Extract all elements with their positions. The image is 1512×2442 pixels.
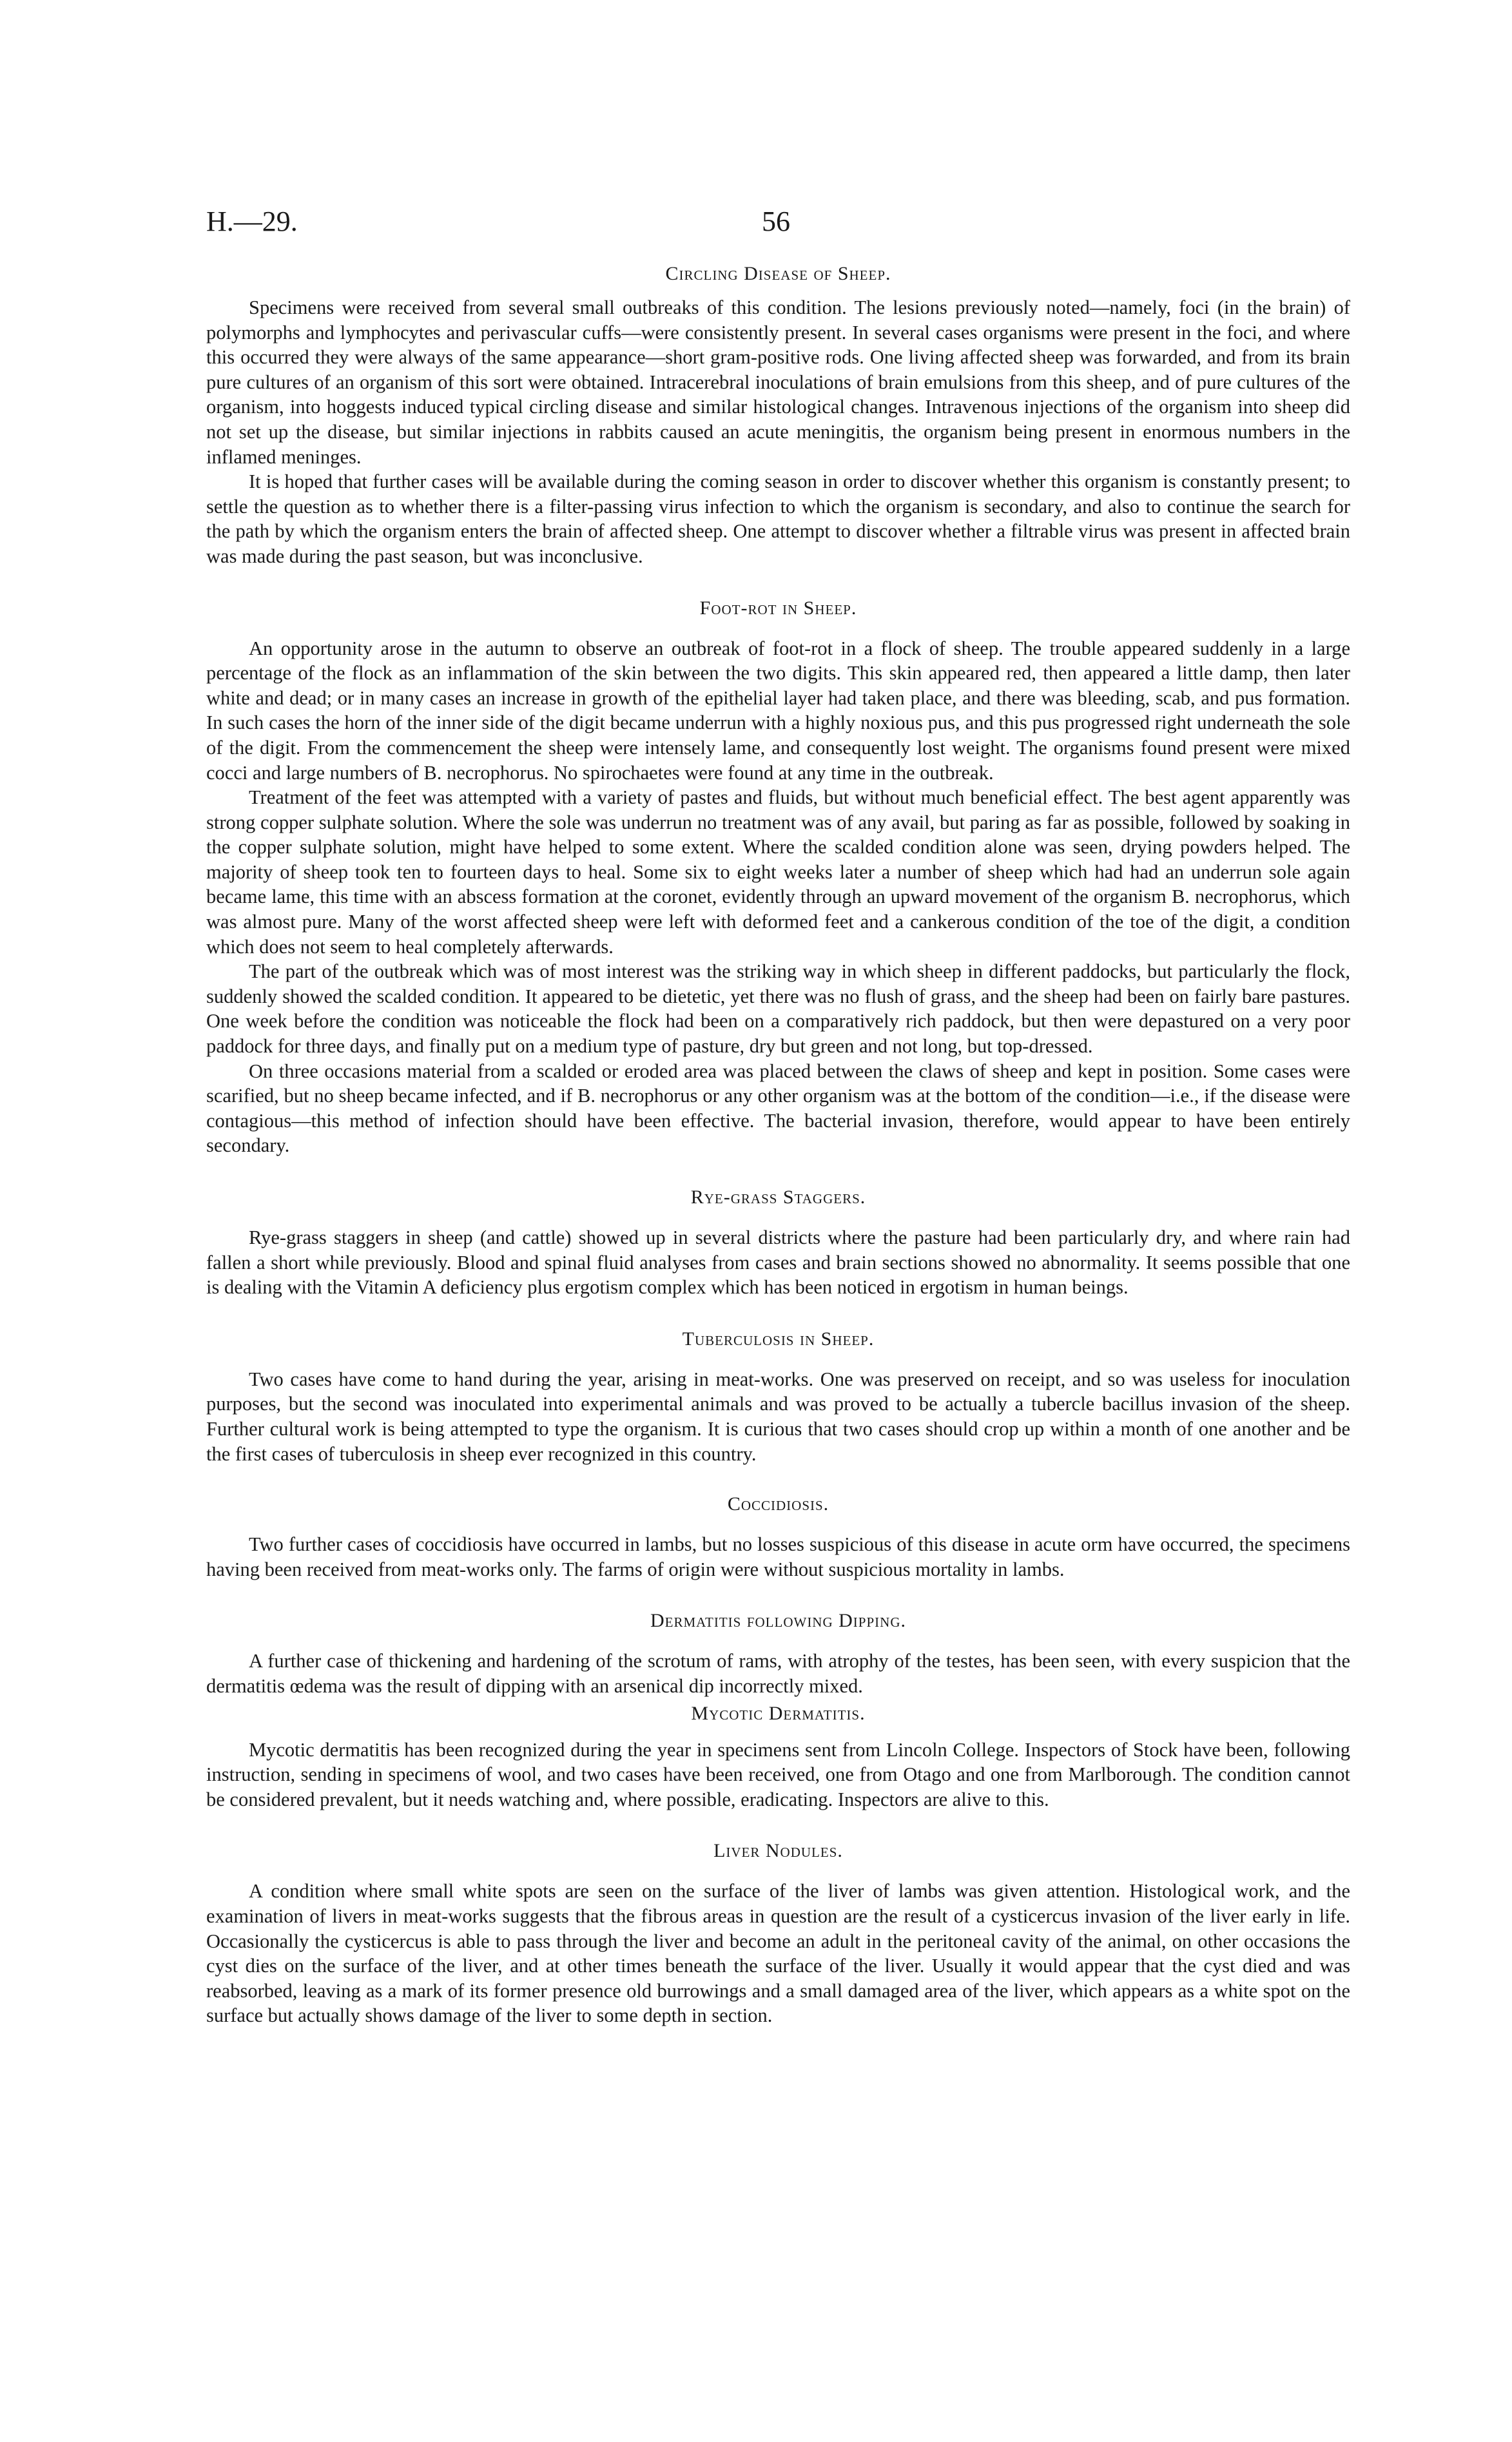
- paragraph: Mycotic dermatitis has been recognized during the year in specimens sent from Lincoln College. Inspectors of Stock have been, following instruction, sending in specimens of wool, and two cases have been received, one from Otago and one from Marlborough. The condition cannot be considered prevalent, but it needs watching and, where possible, eradicating. Inspectors are alive to this.: [206, 1738, 1350, 1810]
- section-rye-grass-staggers: [206, 1184, 1350, 1300]
- section-title: Liver Nodules.: [713, 1840, 843, 1862]
- section-title: Mycotic Dermatitis.: [691, 1702, 866, 1724]
- section-title: Circling Disease of Sheep.: [665, 263, 891, 284]
- section-title: Dermatitis following Dipping.: [650, 1610, 906, 1632]
- paragraph: A further case of thickening and hardening of the scrotum of rams, with atrophy of the testes, has been seen, with every suspicion that the dermatitis œdema was the result of dipping with an arsenical dip incorrectly mixed.: [206, 1650, 1350, 1697]
- section-circling-disease: [206, 260, 1350, 569]
- paragraph: A condition where small white spots are seen on the surface of the liver of lambs was given attention. Histological work, and the examination of livers in meat-works suggests that the fibrous areas in question are the result of a cysticercus invasion of the liver early in life. Occasionally the cysticercus is able to pass through the liver and become an adult in the peritoneal cavity of the animal, on other occasions the cyst dies on the surface of the liver, and at other times beneath the surface of the liver. Usually it would appear that the cyst died and was reabsorbed, leaving as a mark of its former presence old burrowings and a small damaged area of the liver, which appears as a white spot on the surface but actually shows damage of the liver to some depth in section.: [206, 1880, 1350, 2027]
- section-foot-rot: [206, 595, 1350, 1158]
- document-reference: H.—29.: [206, 206, 298, 237]
- running-header: [206, 205, 1350, 250]
- section-tuberculosis: [206, 1326, 1350, 1466]
- section-title: Rye-grass Staggers.: [690, 1187, 866, 1208]
- section-title: Foot-rot in Sheep.: [699, 597, 857, 619]
- page-number: 56: [762, 206, 790, 237]
- paragraph: Two cases have come to hand during the year, arising in meat-works. One was preserved on receipt, and so was useless for inoculation purposes, but the second was inoculated into experimental animals and was proved to be actually a tubercle bacillus invasion of the sheep. Further cultural work is being attempted to type the organism. It is curious that two cases should crop up within a month of one another and be the first cases of tuberculosis in sheep ever recognized in this country.: [206, 1368, 1350, 1465]
- paragraph: Rye-grass staggers in sheep (and cattle) showed up in several districts where the pasture had been particularly dry, and where rain had fallen a short while previously. Blood and spinal fluid analyses from cases and brain sections showed no abnormality. It seems possible that one is dealing with the Vitamin A deficiency plus ergotism complex which has been noticed in ergotism in human beings.: [206, 1226, 1350, 1299]
- section-liver-nodules: [206, 1837, 1350, 2028]
- section-coccidiosis: [206, 1491, 1350, 1582]
- section-title: Tuberculosis in Sheep.: [682, 1328, 875, 1350]
- paragraph: An opportunity arose in the autumn to observe an outbreak of foot-rot in a flock of sheep. The trouble appeared suddenly in a large percentage of the flock as an inflammation of the skin between the two digits. This skin appeared red, then appeared a little damp, then later white and dead; or in many cases an increase in growth of the epithelial layer had taken place, and there was bleeding, scab, and pus formation. In such cases the horn of the inner side of the digit became underrun with a highly noxious pus, and this pus progressed right underneath the sole of the digit. From the commencement the sheep were intensely lame, and consequently lost weight. The organisms found present were mixed cocci and large numbers of B. necrophorus. No spirochaetes were found at any time in the outbreak.: [206, 637, 1350, 784]
- paragraph: Two further cases of coccidiosis have occurred in lambs, but no losses suspicious of this disease in acute orm have occurred, the specimens having been received from meat-works only. The farms of origin were without suspicious mortality in lambs.: [206, 1533, 1350, 1580]
- section-mycotic-dermatitis: [206, 1700, 1350, 1812]
- paragraph: It is hoped that further cases will be available during the coming season in order to discover whether this organism is constantly present; to settle the question as to whether there is a filter-passing virus infection to which the organism is secondary, and also to continue the search for the path by which the organism enters the brain of affected sheep. One attempt to discover whether a filtrable virus was present in affected brain was made during the past season, but was inconclusive.: [206, 470, 1350, 567]
- document-page: [206, 205, 1350, 2028]
- section-title: Coccidiosis.: [727, 1493, 829, 1515]
- paragraph: Specimens were received from several small outbreaks of this condition. The lesions previously noted—namely, foci (in the brain) of polymorphs and lymphocytes and perivascular cuffs—were consistently present. In several cases organisms were present in the foci, and where this occurred they were always of the same appearance—short gram-positive rods. One living affected sheep was forwarded, and from its brain pure cultures of an organism of this sort were obtained. Intracerebral inoculations of brain emulsions from this sheep, and of pure cultures of the organism, into hoggests induced typical circling disease and similar histological changes. Intravenous injections of the organism into sheep did not set up the disease, but similar injections in rabbits caused an acute meningitis, the organism being present in enormous numbers in the inflamed meninges.: [206, 296, 1350, 468]
- paragraph: On three occasions material from a scalded or eroded area was placed between the claws of sheep and kept in position. Some cases were scarified, but no sheep became infected, and if B. necrophorus or any other organism was at the bottom of the condition—i.e., if the disease were contagious—this method of infection should have been effective. The bacterial invasion, therefore, would appear to have been entirely secondary.: [206, 1060, 1350, 1157]
- section-dermatitis-dipping: [206, 1607, 1350, 1698]
- paragraph: Treatment of the feet was attempted with a variety of pastes and fluids, but without much beneficial effect. The best agent apparently was strong copper sulphate solution. Where the sole was underrun no treatment was of any avail, but paring as far as possible, followed by soaking in the copper sulphate solution, might have helped to some extent. Where the scalded condition alone was seen, drying powders helped. The majority of sheep took ten to fourteen days to heal. Some six to eight weeks later a number of sheep which had had an underrun sole again became lame, this time with an abscess formation at the coronet, evidently through an upward movement of the organism B. necrophorus, which was almost pure. Many of the worst affected sheep were left with deformed feet and a cankerous condition of the toe of the digit, a condition which does not seem to heal completely afterwards.: [206, 786, 1350, 958]
- paragraph: The part of the outbreak which was of most interest was the striking way in which sheep in different paddocks, but particularly the flock, suddenly showed the scalded condition. It appeared to be dietetic, yet there was no flush of grass, and the sheep had been on fairly bare pastures. One week before the condition was noticeable the flock had been on a comparatively rich paddock, but then were depastured on a very poor paddock for three days, and finally put on a medium type of pasture, dry but green and not long, but top-dressed.: [206, 960, 1350, 1058]
